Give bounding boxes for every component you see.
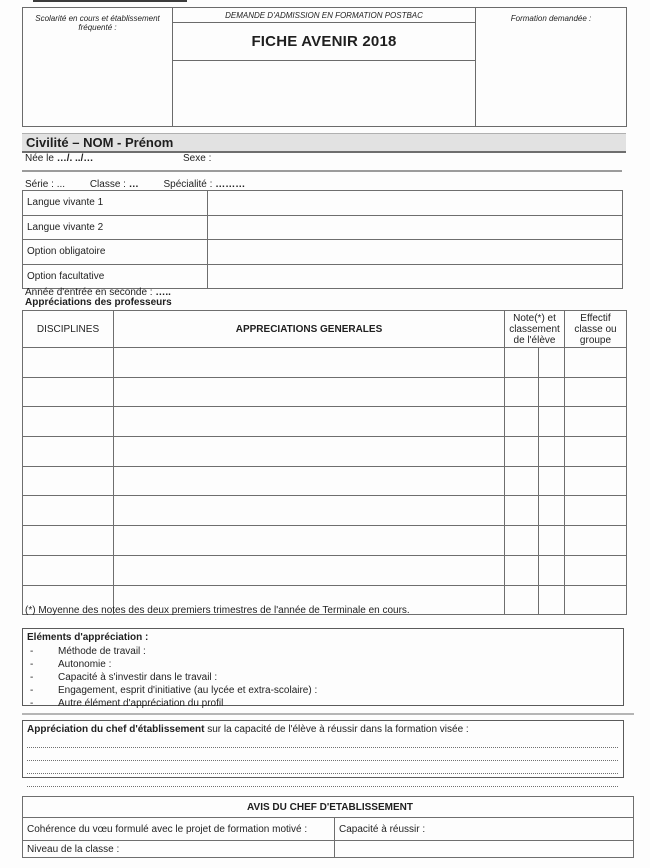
ranking-cell: [539, 407, 565, 437]
entry-year-blank: …..: [155, 287, 171, 298]
dotted-writing-line: [27, 735, 618, 748]
dash-bullet: -: [30, 646, 34, 657]
languages-options-table: [22, 190, 623, 289]
ranking-cell: [539, 348, 565, 378]
admission-request-label: DEMANDE D'ADMISSION EN FORMATION POSTBAC: [173, 8, 475, 23]
head-appreciation-title-rest: sur la capacité de l'élève à réussir dans la formation visée :: [204, 724, 469, 735]
table-row: [23, 240, 623, 265]
work-method-label: Méthode de travail :: [58, 646, 146, 657]
table-row: [23, 818, 634, 841]
class-level-value-cell: [335, 841, 634, 858]
appreciation-cell: [114, 526, 505, 556]
appreciations-column-header: APPRECIATIONS GENERALES: [114, 311, 505, 348]
class-size-cell: [565, 348, 627, 378]
appreciation-cell: [114, 496, 505, 526]
table-row: [23, 496, 627, 526]
language-1-label: Langue vivante 1: [23, 191, 208, 216]
mandatory-option-value-cell: [208, 240, 623, 265]
table-row: [23, 407, 627, 437]
class-level-label: Niveau de la classe :: [23, 841, 335, 858]
grade-average-footnote: (*) Moyenne des notes des deux premiers trimestres de l'année de Terminale en cours.: [25, 605, 410, 616]
list-item: [23, 671, 623, 684]
scan-artifact-line: [33, 0, 187, 2]
table-row: [23, 841, 634, 858]
table-row: [23, 348, 627, 378]
class-size-column-header: Effectif classe ou groupe: [565, 311, 627, 348]
appreciation-cell: [114, 348, 505, 378]
serie-blank: ...: [56, 179, 66, 190]
form-header: [22, 7, 627, 127]
serie-group: [25, 179, 65, 190]
note-cell: [505, 407, 539, 437]
teacher-appreciations-table-body: [23, 348, 627, 615]
civility-section-bar: Civilité – NOM - Prénom: [22, 133, 626, 153]
specialite-label: Spécialité :: [163, 179, 216, 190]
dash-bullet: -: [30, 672, 34, 683]
note-cell: [505, 555, 539, 585]
serie-classe-specialite-line: [25, 179, 267, 190]
table-row: [23, 437, 627, 467]
sex-label: Sexe :: [183, 153, 212, 164]
table-row: [23, 526, 627, 556]
dotted-writing-line: [27, 774, 618, 787]
form-title-empty-area: [173, 61, 475, 126]
form-title-cell: [173, 8, 476, 126]
discipline-cell: [23, 466, 114, 496]
note-cell: [505, 377, 539, 407]
birthdate-blank: …/. ../…: [56, 153, 94, 164]
dash-bullet: -: [30, 685, 34, 696]
teacher-appreciations-title: Appréciations des professeurs: [25, 297, 172, 308]
ranking-cell: [539, 466, 565, 496]
appreciation-cell: [114, 377, 505, 407]
current-schooling-cell: [23, 8, 173, 126]
ranking-cell: [539, 585, 565, 615]
head-appreciation-title-bold: Appréciation du chef d'établissement: [27, 724, 205, 735]
list-item: [23, 645, 623, 658]
discipline-cell: [23, 437, 114, 467]
head-opinion-title: AVIS DU CHEF D'ETABLISSEMENT: [23, 797, 634, 818]
note-cell: [505, 466, 539, 496]
dash-bullet: -: [30, 698, 34, 709]
table-row: [23, 215, 623, 240]
note-cell: [505, 585, 539, 615]
note-cell: [505, 437, 539, 467]
appreciation-cell: [114, 555, 505, 585]
language-2-value-cell: [208, 215, 623, 240]
class-size-cell: [565, 437, 627, 467]
section-divider-line: [22, 713, 634, 715]
teacher-appreciations-table: [22, 310, 627, 615]
ranking-cell: [539, 377, 565, 407]
mandatory-option-label: Option obligatoire: [23, 240, 208, 265]
serie-label: Série :: [25, 179, 57, 190]
class-size-cell: [565, 555, 627, 585]
table-row: [23, 466, 627, 496]
list-item: [23, 684, 623, 697]
requested-training-cell: [476, 8, 626, 126]
list-item: [23, 697, 623, 710]
class-size-cell: [565, 585, 627, 615]
dotted-writing-line: [27, 761, 618, 774]
work-investment-label: Capacité à s'investir dans le travail :: [58, 672, 218, 683]
discipline-cell: [23, 348, 114, 378]
discipline-cell: [23, 377, 114, 407]
head-appreciation-title-line: [27, 724, 618, 735]
language-1-value-cell: [208, 191, 623, 216]
engagement-label: Engagement, esprit d'initiative (au lycée et extra-scolaire) :: [58, 685, 318, 696]
form-title: FICHE AVENIR 2018: [173, 23, 475, 61]
section-divider-line: [22, 170, 622, 172]
classe-blank: …: [128, 179, 139, 190]
specialite-group: [164, 179, 246, 190]
appreciation-cell: [114, 466, 505, 496]
discipline-cell: [23, 407, 114, 437]
table-header-row: [23, 797, 634, 818]
current-schooling-label: Scolarité en cours et établissement fréquenté :: [35, 14, 160, 32]
coherence-label: Cohérence du vœu formulé avec le projet de formation motivé :: [23, 818, 335, 841]
table-row: [23, 555, 627, 585]
classe-group: [90, 179, 139, 190]
table-header-row: [23, 311, 627, 348]
entry-year-label: Année d'entrée en seconde :: [25, 287, 156, 298]
class-size-cell: [565, 496, 627, 526]
requested-training-label: Formation demandée :: [510, 14, 592, 23]
discipline-cell: [23, 496, 114, 526]
ranking-cell: [539, 496, 565, 526]
table-row: [23, 264, 623, 289]
birthdate-line: [25, 153, 93, 164]
specialite-blank: ………: [215, 179, 246, 190]
appreciation-cell: [114, 437, 505, 467]
ranking-cell: [539, 437, 565, 467]
ranking-cell: [539, 555, 565, 585]
dotted-writing-line: [27, 748, 618, 761]
class-size-cell: [565, 466, 627, 496]
classe-label: Classe :: [89, 179, 129, 190]
ranking-cell: [539, 526, 565, 556]
head-appreciation-write-area: [27, 735, 618, 787]
discipline-cell: [23, 526, 114, 556]
appreciation-elements-title: Eléments d'appréciation :: [27, 632, 149, 643]
head-opinion-table: [22, 796, 634, 858]
discipline-cell: [23, 555, 114, 585]
dash-bullet: -: [30, 659, 34, 670]
birthdate-label: Née le: [25, 153, 57, 164]
note-cell: [505, 496, 539, 526]
optional-option-label: Option facultative: [23, 264, 208, 289]
head-appreciation-box: [22, 720, 624, 778]
table-row: [23, 191, 623, 216]
note-cell: [505, 526, 539, 556]
appreciation-elements-box: [22, 628, 624, 709]
autonomy-label: Autonomie :: [58, 659, 112, 670]
note-ranking-column-header: Note(*) et classement de l'élève: [505, 311, 565, 348]
language-2-label: Langue vivante 2: [23, 215, 208, 240]
list-item: [23, 658, 623, 671]
table-row: [23, 377, 627, 407]
class-size-cell: [565, 377, 627, 407]
optional-option-value-cell: [208, 264, 623, 289]
class-size-cell: [565, 407, 627, 437]
capacity-to-succeed-label: Capacité à réussir :: [335, 818, 634, 841]
other-profile-element-label: Autre élément d'appréciation du profil: [58, 698, 224, 709]
note-cell: [505, 348, 539, 378]
appreciation-cell: [114, 407, 505, 437]
disciplines-column-header: DISCIPLINES: [23, 311, 114, 348]
class-size-cell: [565, 526, 627, 556]
